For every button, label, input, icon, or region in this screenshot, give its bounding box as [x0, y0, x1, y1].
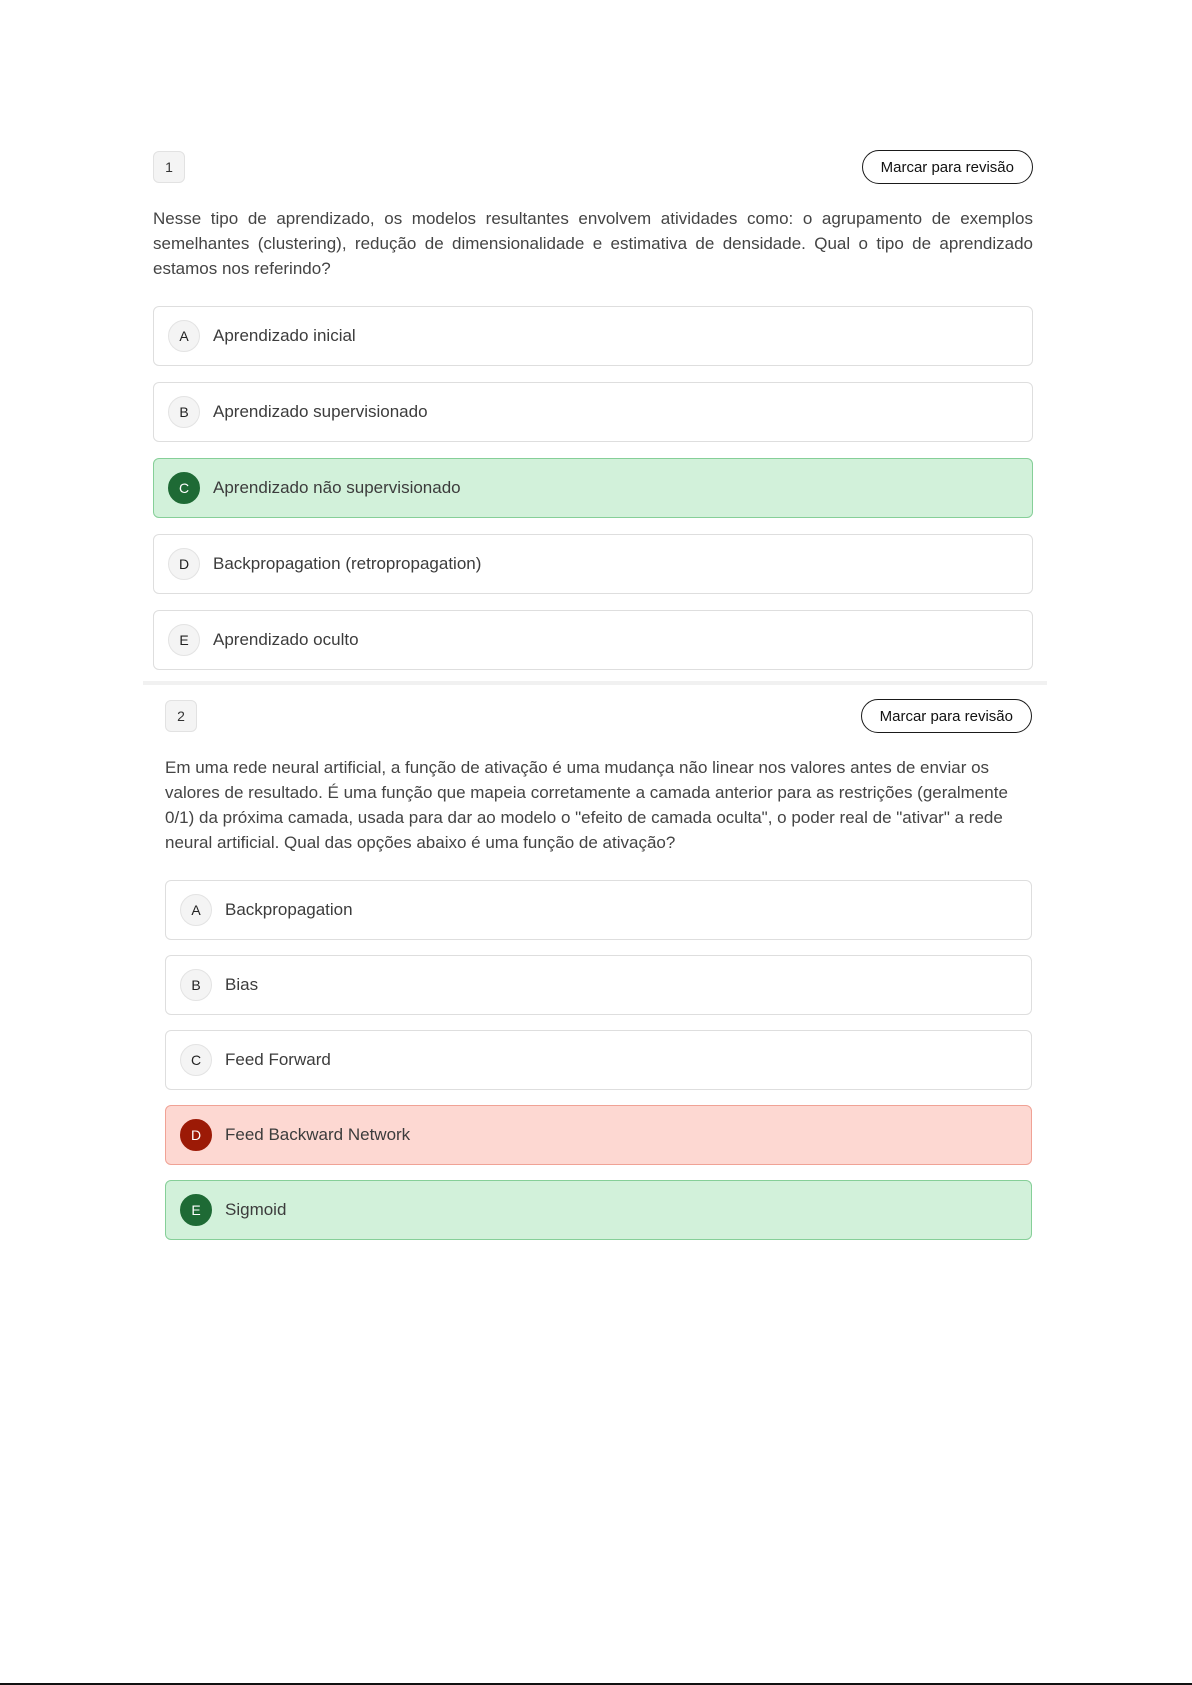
option-c-correct[interactable] [153, 458, 1033, 518]
option-text: Feed Forward [225, 1050, 331, 1069]
question-header [153, 150, 1033, 184]
options-list [165, 880, 1032, 1240]
options-list [153, 306, 1033, 670]
mark-for-review-button[interactable]: Marcar para revisão [861, 699, 1032, 733]
option-b[interactable] [153, 382, 1033, 442]
option-letter-badge: C [168, 472, 200, 504]
option-letter-badge: B [168, 396, 200, 428]
option-letter-badge: D [180, 1119, 212, 1151]
option-text: Backpropagation [225, 900, 353, 919]
option-text: Aprendizado supervisionado [213, 402, 428, 421]
question-2 [165, 699, 1032, 1255]
option-text: Feed Backward Network [225, 1125, 411, 1144]
option-text: Aprendizado não supervisionado [213, 478, 461, 497]
option-letter-badge: A [168, 320, 200, 352]
option-text: Bias [225, 975, 259, 994]
option-letter-badge: C [180, 1044, 212, 1076]
option-e[interactable] [153, 610, 1033, 670]
option-d[interactable] [153, 534, 1033, 594]
question-text: Em uma rede neural artificial, a função de ativação é uma mudança não linear nos valores antes de enviar os valores de resultado. É uma função que mapeia corretamente a camada anterior para as restrições (geralmente 0/1) da próxima camada, usada para dar ao modelo o "efeito de camada oculta", o poder real de "ativar" a rede neural artificial. Qual das opções abaixo é uma função de ativação? [165, 758, 1008, 852]
question-number-badge: 2 [165, 700, 197, 732]
question-text: Nesse tipo de aprendizado, os modelos resultantes envolvem atividades como: o agrupamento de exemplos semelhantes (clustering), redução de dimensionalidade e estimativa de densidade. Qual o tipo de aprendizado estamos nos referindo? [153, 209, 1033, 278]
mark-for-review-button[interactable]: Marcar para revisão [862, 150, 1033, 184]
option-text: Aprendizado inicial [213, 326, 356, 345]
question-divider [143, 681, 1047, 685]
question-1 [153, 150, 1033, 686]
option-a[interactable] [153, 306, 1033, 366]
option-a[interactable] [165, 880, 1032, 940]
option-text: Backpropagation (retropropagation) [213, 554, 482, 573]
question-header [165, 699, 1032, 733]
option-text: Aprendizado oculto [213, 630, 359, 649]
option-letter-badge: D [168, 548, 200, 580]
option-letter-badge: E [168, 624, 200, 656]
option-letter-badge: E [180, 1194, 212, 1226]
option-text: Sigmoid [225, 1200, 287, 1219]
option-c[interactable] [165, 1030, 1032, 1090]
option-d-wrong[interactable] [165, 1105, 1032, 1165]
option-e-correct[interactable] [165, 1180, 1032, 1240]
question-number-badge: 1 [153, 151, 185, 183]
option-b[interactable] [165, 955, 1032, 1015]
option-letter-badge: B [180, 969, 212, 1001]
option-letter-badge: A [180, 894, 212, 926]
